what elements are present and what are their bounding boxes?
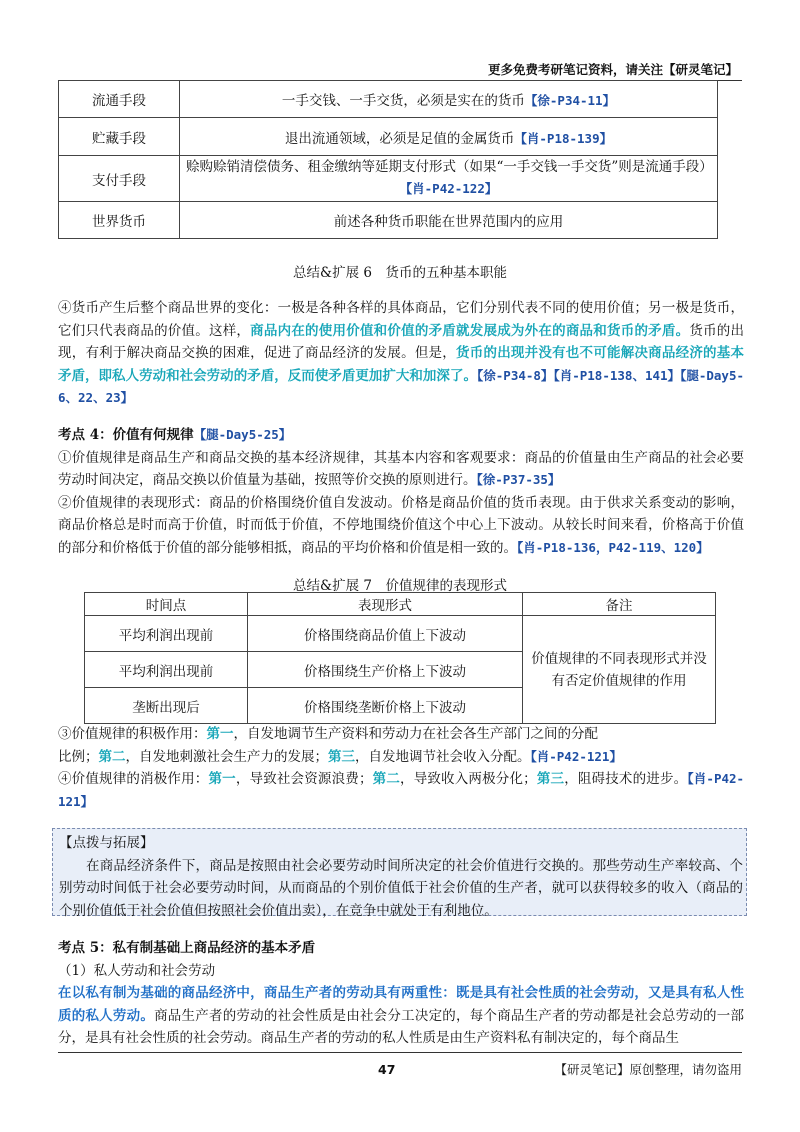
footer-note: 【研灵笔记】原创整理，请勿盗用 xyxy=(554,1062,742,1077)
form-cell: 价格围绕垄断价格上下波动 xyxy=(248,688,523,724)
paragraph: ①价值规律是商品生产和商品交换的基本经济规律，其基本内容和客观要求：商品的价值量由生产商品的社会必要劳动时间决定，商品交换以价值量为基础，按照等价交换的原则进行。【徐-P37-35】 xyxy=(58,449,744,488)
table-row xyxy=(59,81,718,118)
function-desc: 前述各种货币职能在世界范围内的应用 xyxy=(180,202,718,239)
table-row xyxy=(85,616,716,652)
table-row xyxy=(59,118,718,156)
time-cell: 平均利润出现前 xyxy=(85,652,248,688)
table-caption: 总结&扩展 7 价值规律的表现形式 xyxy=(293,578,507,594)
function-name: 世界货币 xyxy=(59,202,180,239)
paragraph-negative-effects: ④价值规律的消极作用：第一，导致社会资源浪费；第二，导致收入两极分化；第三，阻碍技术的进步。【肖-P42-121】 xyxy=(58,771,745,809)
note-cell: 价值规律的不同表现形式并没有否定价值规律的作用 xyxy=(523,616,716,724)
table-row xyxy=(59,202,718,239)
tip-title: 【点拨与拓展】 xyxy=(59,835,154,851)
page-number: 47 xyxy=(378,1062,396,1077)
currency-functions-table xyxy=(58,80,718,239)
page-header: 更多免费考研笔记资料，请关注【研灵笔记】 xyxy=(487,62,738,77)
tip-box xyxy=(52,828,747,919)
function-name: 流通手段 xyxy=(59,81,180,118)
section-title: 考点 4：价值有何规律【腿-Day5-25】 xyxy=(58,427,292,443)
section-kp5 xyxy=(58,937,744,1050)
paragraph-positive-effects: ③价值规律的积极作用：第一，自发地调节生产资料和劳动力在社会各生产部门之间的分配 比例；第二，自发地刺激社会生产力的发展；第三，自发地调节社会收入分配。【肖-P42-121】 xyxy=(58,726,622,765)
footer-divider xyxy=(58,1052,742,1053)
col-header: 备注 xyxy=(523,593,716,616)
col-header: 表现形式 xyxy=(248,593,523,616)
paragraph: 在以私有制为基础的商品经济中，商品生产者的劳动具有两重性：既是具有社会性质的社会劳动，又是具有私人性质的私人劳动。商品生产者的劳动的社会性质是由社会分工决定的，每个商品生产者的劳动都是社会总劳动的一部分，是具有社会性质的社会劳动。商品生产者的劳动的私人性质是由生产资料私有制决定的，每个商品生 xyxy=(58,985,745,1046)
form-cell: 价格围绕生产价格上下波动 xyxy=(248,652,523,688)
table-header-row xyxy=(85,593,716,616)
section-title: 考点 5：私有制基础上商品经济的基本矛盾 xyxy=(58,940,316,956)
col-header: 时间点 xyxy=(85,593,248,616)
time-cell: 垄断出现后 xyxy=(85,688,248,724)
value-law-table xyxy=(84,592,716,724)
paragraph: ②价值规律的表现形式：商品的价格围绕价值自发波动。价格是商品价值的货币表现。由于供求关系变动的影响，商品价格总是时而高于价值，时而低于价值，不停地围绕价值这个中心上下波动。从较长时间来看，价格高于价值的部分和价格低于价值的部分能够相抵，商品的平均价格和价值是相一致的。【肖-P18-136，P42-119、120】 xyxy=(58,494,744,556)
table-caption: 总结&扩展 6 货币的五种基本职能 xyxy=(293,265,507,281)
function-desc: 退出流通领域，必须是足值的金属货币【肖-P18-139】 xyxy=(180,118,718,156)
section-kp4 xyxy=(58,424,744,559)
function-name: 贮藏手段 xyxy=(59,118,180,156)
function-name: 支付手段 xyxy=(59,156,180,202)
paragraph-currency-change: ④货币产生后整个商品世界的变化：一极是各种各样的具体商品，它们分别代表不同的使用价值；另一极是货币，它们只代表商品的价值。这样，商品内在的使用价值和价值的矛盾就发展成为外在的商品和货币的矛盾。货币的出现，有利于解决商品交换的困难，促进了商品经济的发展。但是，货币的出现并没有也不可能解决商品经济的基本矛盾，即私人劳动和社会劳动的矛盾，反而使矛盾更加扩大和加深了。【徐-P34-8】【肖-P18-138、141】【腿-Day5-6、22、23】 xyxy=(58,300,745,405)
table-row xyxy=(59,156,718,202)
function-desc: 赊购赊销清偿债务、租金缴纳等延期支付形式（如果“一手交钱一手交货”则是流通手段）【肖-P42-122】 xyxy=(180,156,718,202)
time-cell: 平均利润出现前 xyxy=(85,616,248,652)
subsection-title: （1）私人劳动和社会劳动 xyxy=(58,962,216,979)
function-desc: 一手交钱、一手交货，必须是实在的货币【徐-P34-11】 xyxy=(180,81,718,118)
tip-body: 在商品经济条件下，商品是按照由社会必要劳动时间所决定的社会价值进行交换的。那些劳动生产率较高、个别劳动时间低于社会必要劳动时间，从而商品的个别价值低于社会价值的生产者，就可以获得较多的收入（商品的个别价值低于社会价值但按照社会价值出卖），在竞争中就处于有利地位。 xyxy=(59,857,743,919)
form-cell: 价格围绕商品价值上下波动 xyxy=(248,616,523,652)
